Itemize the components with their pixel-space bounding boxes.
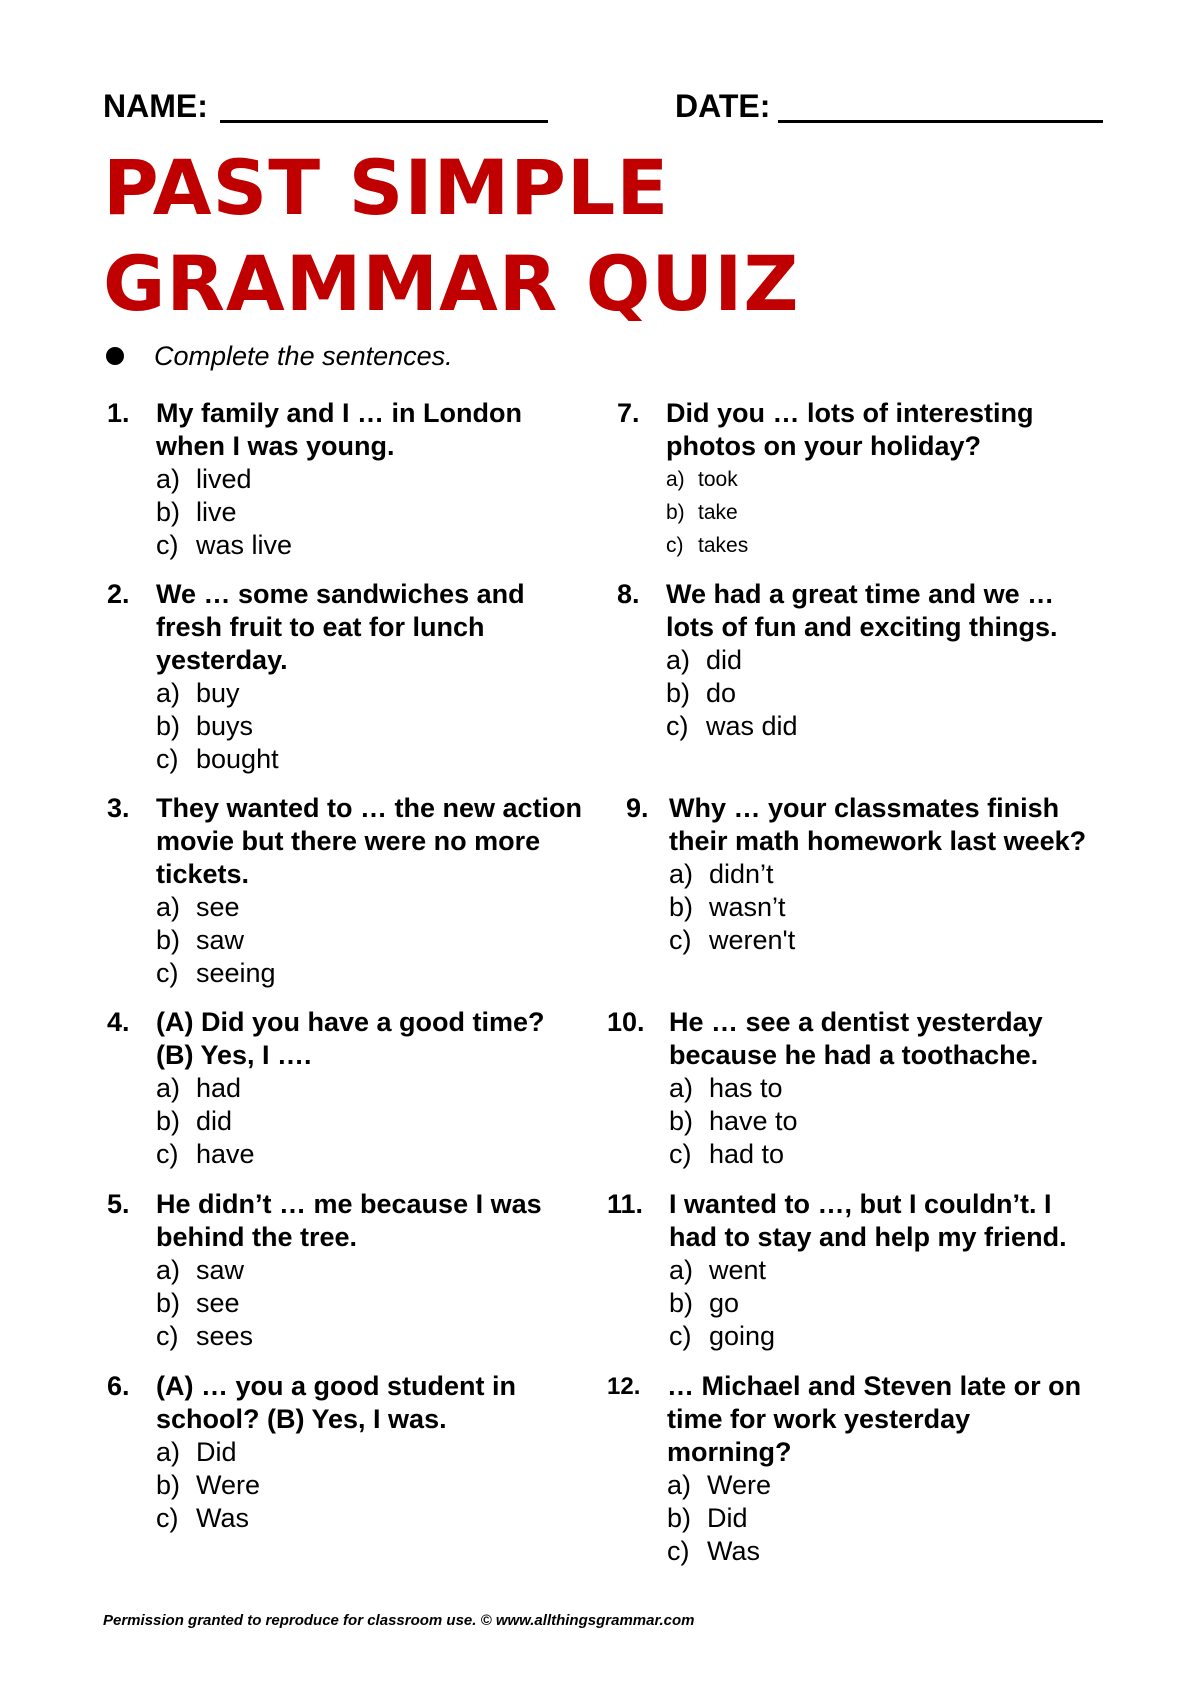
question-text: (A) Did you have a good time? (B) Yes, I …. (156, 1007, 545, 1070)
option-text: did (196, 1106, 233, 1136)
option-text: bought (196, 744, 279, 774)
option-text: was live (196, 530, 293, 560)
option-letter: b) (666, 678, 691, 708)
option-letter: c) (156, 744, 179, 774)
option-text: saw (196, 925, 245, 955)
option-letter: b) (156, 1470, 181, 1500)
option-letter: c) (156, 530, 179, 560)
option-letter: b) (156, 711, 181, 741)
option-c (156, 529, 596, 562)
question-number: 8. (617, 579, 640, 609)
option-letter: c) (156, 1503, 179, 1533)
option-text: have (196, 1139, 255, 1169)
option-text: lived (196, 464, 252, 494)
option-text: was did (706, 711, 798, 741)
option-letter: a) (156, 892, 181, 922)
option-letter: a) (669, 859, 694, 889)
option-text: has to (709, 1073, 783, 1103)
option-letter: a) (666, 645, 691, 675)
question-text: He didn’t … me because I was behind the tree. (156, 1189, 542, 1252)
option-text: had (196, 1073, 242, 1103)
option-a (666, 463, 1066, 496)
option-text: Were (707, 1470, 772, 1500)
option-text: did (706, 645, 743, 675)
option-b (669, 1287, 1099, 1320)
question-number: 5. (107, 1189, 130, 1219)
option-letter: c) (156, 958, 179, 988)
option-text: take (698, 501, 738, 524)
question-text: (A) … you a good student in school? (B) Yes, I was. (156, 1371, 516, 1434)
footer-copyright: Permission granted to reproduce for classroom use. © www.allthingsgrammar.com (103, 1612, 695, 1629)
option-c (666, 710, 1096, 743)
option-b (666, 496, 1066, 529)
option-a (156, 1436, 556, 1469)
option-c (666, 529, 1066, 562)
option-a (667, 1469, 1087, 1502)
option-b (667, 1502, 1087, 1535)
name-blank-line (220, 120, 548, 123)
option-c (156, 957, 596, 990)
instruction-text: Complete the sentences. (154, 341, 453, 371)
option-text: buy (196, 678, 240, 708)
option-a (156, 891, 596, 924)
question-text: He … see a dentist yesterday because he had a toothache. (669, 1007, 1043, 1070)
option-letter: c) (669, 1321, 692, 1351)
date-label: DATE: (675, 88, 771, 124)
option-text: Was (707, 1536, 760, 1566)
option-letter: c) (156, 1321, 179, 1351)
option-letter: b) (156, 925, 181, 955)
option-text: wasn’t (709, 892, 786, 922)
option-text: go (709, 1288, 740, 1318)
question-number: 2. (107, 579, 130, 609)
option-c (156, 743, 556, 776)
option-letter: a) (669, 1255, 694, 1285)
option-letter: a) (156, 1437, 181, 1467)
option-a (156, 1254, 576, 1287)
option-text: didn’t (709, 859, 774, 889)
option-letter: b) (156, 1106, 181, 1136)
option-letter: a) (156, 464, 181, 494)
option-b (669, 891, 1099, 924)
option-letter: b) (156, 1288, 181, 1318)
option-letter: a) (667, 1470, 692, 1500)
option-c (156, 1320, 576, 1353)
option-letter: b) (156, 497, 181, 527)
question-number: 3. (107, 793, 130, 823)
question-number: 6. (107, 1371, 130, 1401)
option-letter: b) (669, 1288, 694, 1318)
option-text: have to (709, 1106, 798, 1136)
question-number: 10. (607, 1007, 645, 1037)
option-c (667, 1535, 1087, 1568)
option-b (669, 1105, 1099, 1138)
option-a (669, 1254, 1099, 1287)
option-text: Were (196, 1470, 261, 1500)
option-a (156, 463, 596, 496)
question-text: I wanted to …, but I couldn’t. I had to stay and help my friend. (669, 1189, 1067, 1252)
question-number: 12. (607, 1373, 641, 1400)
option-text: had to (709, 1139, 785, 1169)
option-letter: c) (669, 1139, 692, 1169)
bullet-icon (106, 347, 124, 365)
question-text: Why … your classmates finish their math homework last week? (669, 793, 1087, 856)
option-text: Did (196, 1437, 237, 1467)
option-text: takes (698, 534, 749, 557)
header-row (103, 86, 1103, 126)
option-text: see (196, 1288, 240, 1318)
option-b (156, 1287, 576, 1320)
option-text: see (196, 892, 240, 922)
option-letter: b) (669, 892, 694, 922)
page-title: PAST SIMPLE GRAMMAR QUIZ (103, 143, 800, 328)
option-letter: b) (669, 1106, 694, 1136)
option-text: Did (707, 1503, 748, 1533)
option-text: seeing (196, 958, 276, 988)
option-c (669, 924, 1099, 957)
option-letter: c) (669, 925, 692, 955)
question-number: 1. (107, 398, 130, 428)
option-text: live (196, 497, 237, 527)
option-text: do (706, 678, 737, 708)
option-text: buys (196, 711, 254, 741)
question-number: 11. (607, 1189, 644, 1219)
option-text: Was (196, 1503, 249, 1533)
question-text: We had a great time and we … lots of fun and exciting things. (666, 579, 1058, 642)
option-letter: c) (666, 534, 684, 557)
option-c (156, 1138, 576, 1171)
option-letter: a) (156, 1255, 181, 1285)
option-letter: a) (156, 1073, 181, 1103)
option-c (156, 1502, 556, 1535)
option-b (156, 710, 556, 743)
option-b (156, 496, 596, 529)
option-b (156, 924, 596, 957)
option-a (156, 1072, 576, 1105)
option-b (156, 1469, 556, 1502)
question-text: They wanted to … the new action movie but there were no more tickets. (156, 793, 583, 889)
question-text: … Michael and Steven late or on time for work yesterday morning? (667, 1371, 1082, 1467)
question-text: My family and I … in London when I was young. (156, 398, 523, 461)
option-letter: c) (156, 1139, 179, 1169)
option-a (669, 858, 1099, 891)
date-blank-line (778, 120, 1103, 123)
question-number: 4. (107, 1007, 130, 1037)
option-a (666, 644, 1096, 677)
option-letter: b) (666, 501, 685, 524)
question-number: 7. (617, 398, 640, 428)
option-text: weren't (709, 925, 796, 955)
option-letter: a) (669, 1073, 694, 1103)
option-letter: a) (156, 678, 181, 708)
option-text: took (698, 468, 738, 491)
option-letter: c) (667, 1536, 690, 1566)
name-label: NAME: (103, 88, 208, 124)
option-text: went (709, 1255, 767, 1285)
question-text: We … some sandwiches and fresh fruit to eat for lunch yesterday. (156, 579, 525, 675)
question-number: 9. (626, 793, 649, 823)
question-text: Did you … lots of interesting photos on your holiday? (666, 398, 1034, 461)
option-b (666, 677, 1096, 710)
option-c (669, 1320, 1099, 1353)
option-letter: c) (666, 711, 689, 741)
option-b (156, 1105, 576, 1138)
option-c (669, 1138, 1099, 1171)
option-text: going (709, 1321, 776, 1351)
option-a (669, 1072, 1099, 1105)
option-text: sees (196, 1321, 254, 1351)
option-letter: b) (667, 1503, 692, 1533)
option-letter: a) (666, 468, 685, 491)
option-a (156, 677, 556, 710)
option-text: saw (196, 1255, 245, 1285)
